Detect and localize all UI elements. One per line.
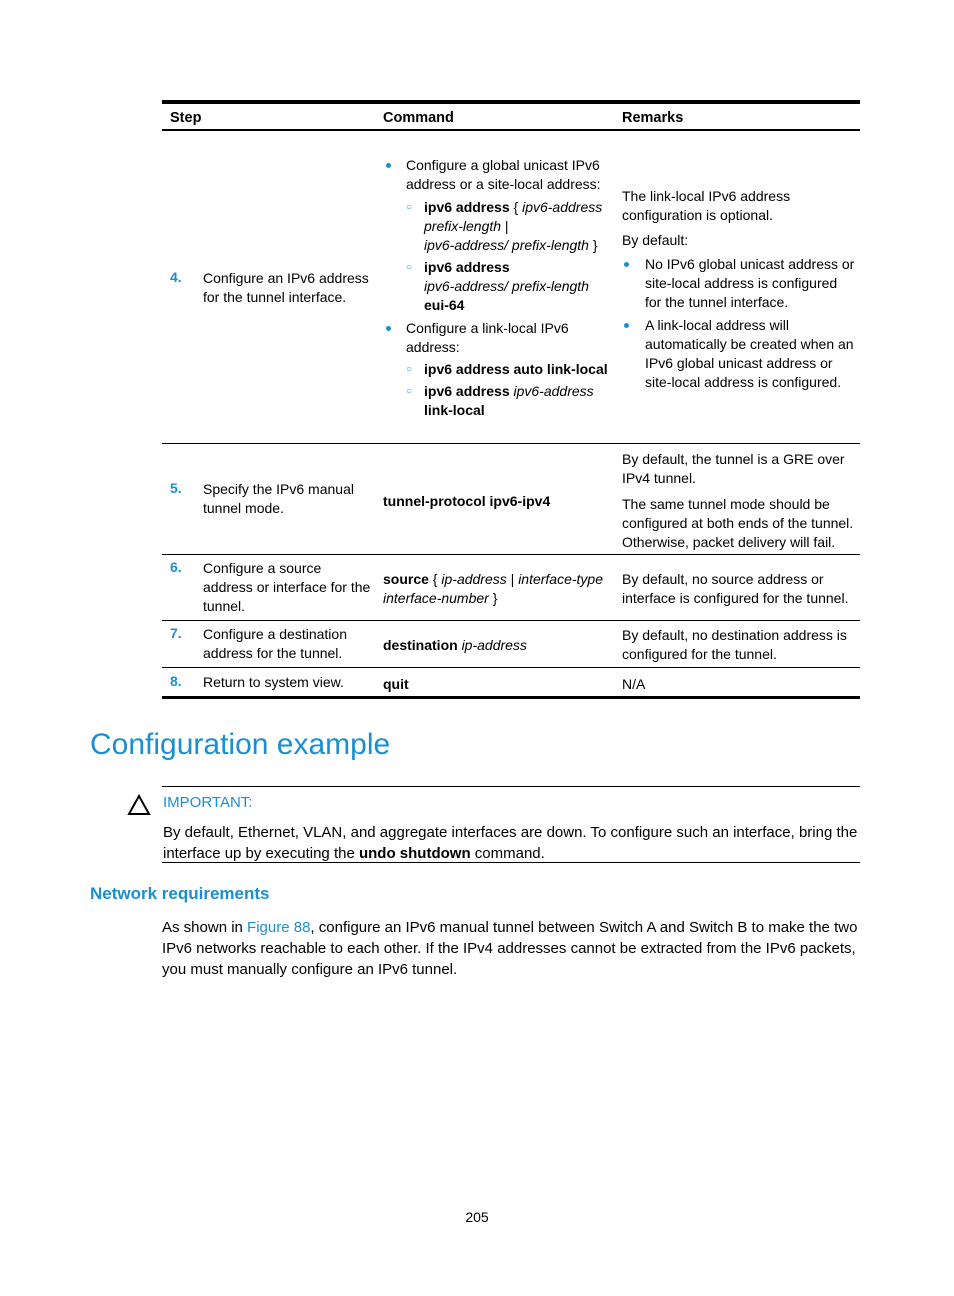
row-divider [162, 554, 860, 555]
command-text: destination ip-address [383, 637, 527, 653]
section-title: Configuration example [90, 728, 391, 761]
sub-bullet-icon: ○ [406, 262, 413, 273]
header-command: Command [383, 110, 454, 126]
step-number: 5. [170, 480, 182, 496]
command-text: quit [383, 676, 409, 692]
remark-text: The same tunnel mode should be configured at both ends of the tunnel. Otherwise, packet delivery will fail. [622, 496, 854, 550]
sub-bullet-icon: ○ [406, 202, 413, 213]
command-option: ipv6 address auto link-local [424, 361, 608, 377]
remark-text: By default, no source address or interface is configured for the tunnel. [622, 571, 849, 606]
row-divider [162, 443, 860, 444]
table-header-rule [162, 129, 860, 131]
step-description: Configure a source address or interface for the tunnel. [203, 560, 371, 614]
remark-text: N/A [622, 676, 646, 692]
subsection-title: Network requirements [90, 884, 270, 903]
table-top-rule [162, 100, 860, 104]
important-label: IMPORTANT: [163, 794, 253, 811]
command-text: source { ip-address | interface-type interface-number } [383, 571, 604, 606]
step-number: 8. [170, 673, 182, 689]
row-divider [162, 667, 860, 668]
remark-text: The link-local IPv6 address configuration is optional. [622, 188, 791, 223]
figure-link[interactable]: Figure 88 [247, 919, 311, 936]
remark-text: By default: [622, 232, 689, 248]
row-divider [162, 620, 860, 621]
step-number: 7. [170, 625, 182, 641]
body-paragraph: As shown in Figure 88, configure an IPv6 manual tunnel between Switch A and Switch B to make the two IPv6 networks reachable to each other. If the IPv4 addresses cannot be extracted from the IPv6 packets, you must manually configure an IPv6 tunnel. [162, 919, 858, 978]
command-text: tunnel-protocol ipv6-ipv4 [383, 493, 551, 509]
step-description: Return to system view. [203, 674, 344, 690]
sub-bullet-icon: ○ [406, 364, 413, 375]
bullet-icon [624, 262, 629, 267]
command-bullet: Configure a link-local IPv6 address: [406, 320, 569, 355]
remark-text: By default, no destination address is configured for the tunnel. [622, 627, 847, 662]
step-number: 6. [170, 559, 182, 575]
bullet-icon [386, 326, 391, 331]
command-option: ipv6 address ipv6-address/ prefix-length eui-64 [424, 259, 589, 313]
command-option: ipv6 address { ipv6-address prefix-length | ipv6-address/ prefix-length } [424, 199, 603, 253]
step-number: 4. [170, 269, 182, 285]
header-remarks: Remarks [622, 110, 684, 126]
table-bottom-rule [162, 696, 860, 699]
bullet-icon [386, 163, 391, 168]
command-bullet: Configure a global unicast IPv6 address or a site-local address: [406, 157, 601, 192]
remark-bullet: A link-local address will automatically be created when an IPv6 global unicast address or site-local address is configured. [645, 317, 854, 390]
important-text: By default, Ethernet, VLAN, and aggregate interfaces are down. To configure such an interface, bring the interface up by executing the undo shutdown command. [163, 824, 858, 862]
important-bottom-rule [162, 862, 860, 863]
remark-bullet: No IPv6 global unicast address or site-local address is configured for the tunnel interface. [645, 256, 855, 310]
remark-text: By default, the tunnel is a GRE over IPv4 tunnel. [622, 451, 845, 486]
page-number: 205 [465, 1209, 489, 1225]
step-description: Specify the IPv6 manual tunnel mode. [203, 481, 354, 516]
step-description: Configure an IPv6 address for the tunnel interface. [203, 270, 369, 305]
header-step: Step [170, 110, 202, 126]
bullet-icon [624, 323, 629, 328]
command-option: ipv6 address ipv6-address link-local [424, 383, 594, 418]
warning-icon [127, 794, 151, 816]
step-description: Configure a destination address for the tunnel. [203, 626, 347, 661]
important-top-rule [162, 786, 860, 787]
sub-bullet-icon: ○ [406, 386, 413, 397]
